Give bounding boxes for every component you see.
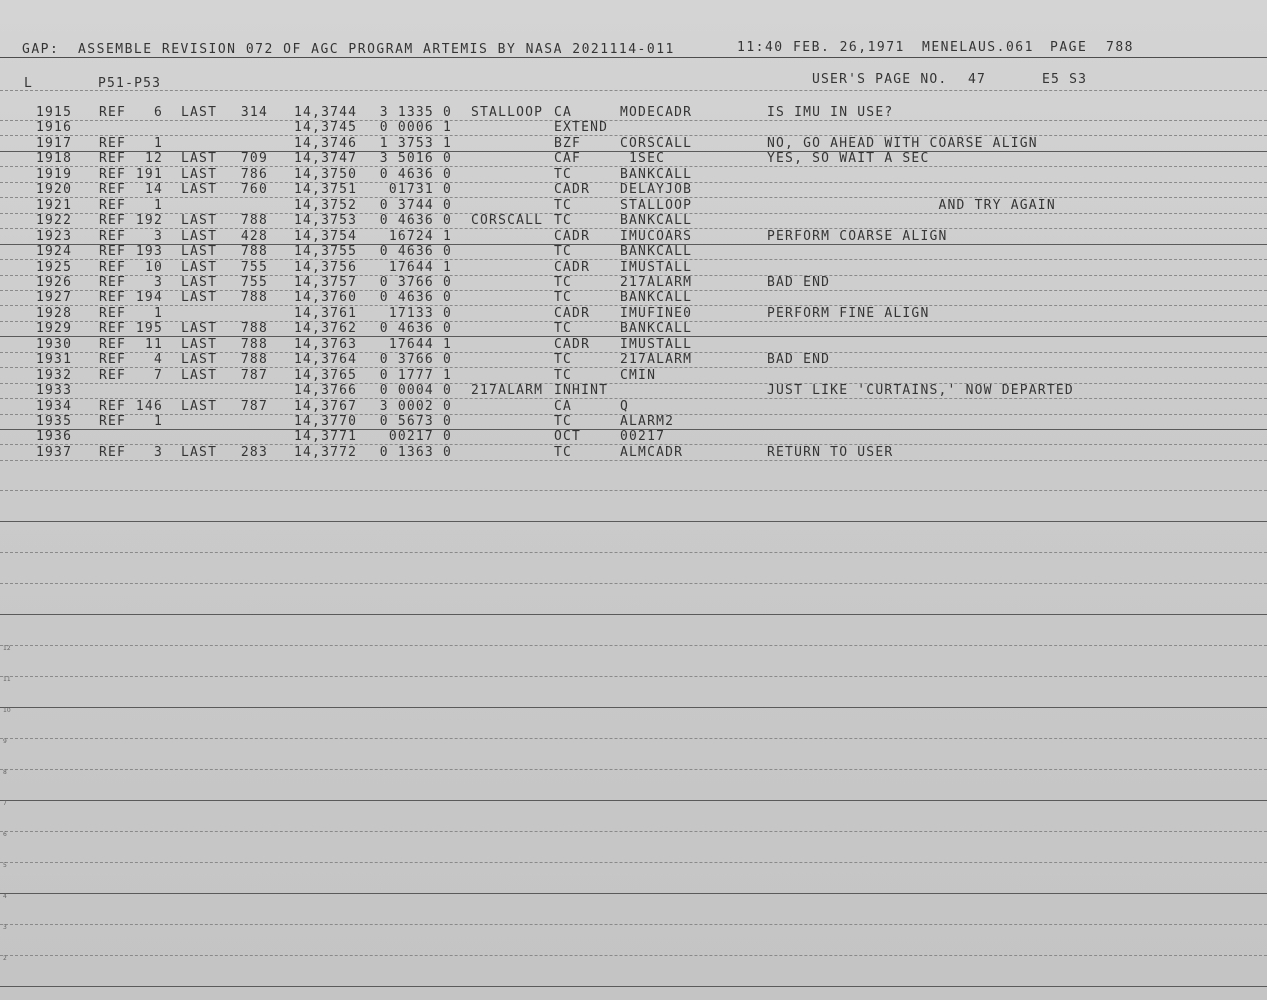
row-last: LAST [181, 182, 218, 198]
row-lastnum: 709 [240, 151, 268, 167]
row-refnum: 192 [135, 213, 163, 229]
page-label: PAGE [1050, 40, 1088, 55]
row-op: CA [554, 398, 573, 414]
row-word: 17644 1 [388, 259, 452, 275]
row-word: 0 5673 0 [379, 414, 452, 429]
row-operand: DELAYJOB [620, 182, 693, 198]
row-comment: AND TRY AGAIN [767, 197, 1056, 213]
row-addr: 14,3744 [294, 105, 358, 120]
row-last: LAST [181, 166, 218, 182]
row-word: 0 0006 1 [379, 120, 452, 136]
row-word: 16724 1 [388, 228, 452, 244]
row-operand: IMUFINE0 [620, 305, 693, 321]
row-ref: REF [99, 259, 127, 275]
row-addr: 14,3745 [294, 120, 358, 136]
row-addr: 14,3746 [294, 135, 358, 151]
row-line: 1921 [36, 197, 73, 213]
form-rule [0, 986, 1267, 987]
row-word: 0 4636 0 [379, 290, 452, 306]
row-line: 1930 [36, 336, 73, 352]
form-rule [0, 583, 1267, 584]
row-lastnum: 788 [240, 290, 268, 306]
form-rule [0, 707, 1267, 708]
listing-timestamp: 11:40 FEB. 26,1971 [737, 40, 905, 55]
row-addr: 14,3747 [294, 151, 358, 167]
row-line: 1925 [36, 259, 73, 275]
row-word: 17133 0 [388, 305, 452, 321]
row-operand: Q [620, 398, 630, 414]
row-op: OCT [554, 429, 582, 445]
row-operand: IMUSTALL [620, 336, 693, 352]
row-ref: REF [99, 166, 127, 182]
section-title: P51-P53 [98, 76, 162, 91]
row-last: LAST [181, 367, 218, 383]
row-ref: REF [99, 244, 127, 260]
row-comment: PERFORM FINE ALIGN [767, 305, 930, 321]
row-comment: YES, SO WAIT A SEC [767, 151, 930, 167]
row-ref: REF [99, 290, 127, 306]
row-word: 01731 0 [388, 182, 452, 198]
row-refnum: 12 [144, 151, 163, 167]
margin-number: 6 [3, 831, 7, 838]
row-op: TC [554, 352, 573, 368]
row-line: 1915 [36, 105, 73, 120]
row-lastnum: 314 [240, 105, 268, 120]
row-word: 0 0004 0 [379, 383, 452, 399]
row-refnum: 194 [135, 290, 163, 306]
row-addr: 14,3762 [294, 321, 358, 337]
row-ref: REF [99, 151, 127, 167]
row-comment: NO, GO AHEAD WITH COARSE ALIGN [767, 135, 1038, 151]
row-lastnum: 786 [240, 166, 268, 182]
row-refnum: 193 [135, 244, 163, 260]
row-ref: REF [99, 135, 127, 151]
row-line: 1920 [36, 182, 73, 198]
row-refnum: 10 [144, 259, 163, 275]
form-rule [0, 800, 1267, 801]
row-line: 1923 [36, 228, 73, 244]
row-lastnum: 283 [240, 444, 268, 460]
row-op: TC [554, 197, 573, 213]
row-refnum: 14 [144, 182, 163, 198]
row-comment: RETURN TO USER [767, 444, 894, 460]
row-comment: BAD END [767, 274, 831, 290]
row-word: 0 4636 0 [379, 244, 452, 260]
row-refnum: 1 [153, 305, 163, 321]
row-word: 0 3766 0 [379, 274, 452, 290]
form-rule [0, 738, 1267, 739]
row-word: 0 4636 0 [379, 166, 452, 182]
row-addr: 14,3763 [294, 336, 358, 352]
row-lastnum: 787 [240, 398, 268, 414]
row-addr: 14,3754 [294, 228, 358, 244]
row-addr: 14,3767 [294, 398, 358, 414]
row-operand: BANKCALL [620, 321, 693, 337]
row-ref: REF [99, 444, 127, 460]
form-rule [0, 521, 1267, 522]
row-label: 217ALARM [471, 383, 544, 399]
form-rule [0, 924, 1267, 925]
row-op: INHINT [554, 383, 609, 399]
row-ref: REF [99, 352, 127, 368]
row-ref: REF [99, 321, 127, 337]
row-operand: CMIN [620, 367, 657, 383]
row-addr: 14,3766 [294, 383, 358, 399]
row-op: CADR [554, 305, 591, 321]
row-last: LAST [181, 398, 218, 414]
form-rule [0, 490, 1267, 491]
row-op: TC [554, 444, 573, 460]
row-lastnum: 788 [240, 244, 268, 260]
row-op: TC [554, 166, 573, 182]
form-rule [0, 862, 1267, 863]
row-word: 0 4636 0 [379, 213, 452, 229]
form-rule [0, 645, 1267, 646]
row-word: 3 5016 0 [379, 151, 452, 167]
row-line: 1932 [36, 367, 73, 383]
row-line: 1916 [36, 120, 73, 136]
row-lastnum: 788 [240, 321, 268, 337]
row-refnum: 3 [153, 228, 163, 244]
margin-number: 8 [3, 769, 7, 776]
row-label: CORSCALL [471, 213, 544, 229]
row-op: EXTEND [554, 120, 609, 136]
row-line: 1926 [36, 274, 73, 290]
row-operand: CORSCALL [620, 135, 693, 151]
row-ref: REF [99, 197, 127, 213]
column-marker: L [24, 76, 34, 91]
row-lastnum: 760 [240, 182, 268, 198]
row-op: BZF [554, 135, 582, 151]
user-page-label: USER'S PAGE NO. [812, 72, 948, 87]
row-ref: REF [99, 305, 127, 321]
row-operand: STALLOOP [620, 197, 693, 213]
margin-number: 4 [3, 893, 7, 900]
row-ref: REF [99, 336, 127, 352]
row-ref: REF [99, 105, 127, 120]
row-addr: 14,3765 [294, 367, 358, 383]
row-refnum: 146 [135, 398, 163, 414]
row-last: LAST [181, 274, 218, 290]
row-refnum: 191 [135, 166, 163, 182]
row-line: 1918 [36, 151, 73, 167]
row-last: LAST [181, 352, 218, 368]
row-operand: 00217 [620, 429, 666, 445]
row-addr: 14,3757 [294, 274, 358, 290]
margin-number: 12 [3, 645, 11, 652]
row-line: 1928 [36, 305, 73, 321]
margin-number: 5 [3, 862, 7, 869]
form-rule [0, 614, 1267, 615]
margin-number: 2 [3, 955, 7, 962]
form-rule [0, 831, 1267, 832]
row-refnum: 195 [135, 321, 163, 337]
row-refnum: 3 [153, 274, 163, 290]
row-ref: REF [99, 367, 127, 383]
row-refnum: 1 [153, 414, 163, 429]
row-operand: 217ALARM [620, 352, 693, 368]
row-op: TC [554, 274, 573, 290]
row-op: TC [554, 244, 573, 260]
form-rule [0, 769, 1267, 770]
row-addr: 14,3764 [294, 352, 358, 368]
row-word: 17644 1 [388, 336, 452, 352]
form-rule [0, 893, 1267, 894]
row-comment: IS IMU IN USE? [767, 105, 894, 120]
row-ref: REF [99, 274, 127, 290]
row-operand: BANKCALL [620, 166, 693, 182]
margin-number: 3 [3, 924, 7, 931]
row-addr: 14,3750 [294, 166, 358, 182]
row-line: 1935 [36, 414, 73, 429]
row-op: CAF [554, 151, 582, 167]
user-page-number: 47 [968, 72, 987, 87]
row-last: LAST [181, 444, 218, 460]
row-operand: 1SEC [620, 151, 666, 167]
row-line: 1919 [36, 166, 73, 182]
row-addr: 14,3772 [294, 444, 358, 460]
row-operand: MODECADR [620, 105, 693, 120]
row-op: CADR [554, 259, 591, 275]
row-ref: REF [99, 414, 127, 429]
row-line: 1931 [36, 352, 73, 368]
sheet-code: E5 S3 [1042, 72, 1088, 87]
row-line: 1917 [36, 135, 73, 151]
row-refnum: 4 [153, 352, 163, 368]
row-refnum: 3 [153, 444, 163, 460]
row-addr: 14,3770 [294, 414, 358, 429]
row-addr: 14,3760 [294, 290, 358, 306]
row-op: TC [554, 213, 573, 229]
row-line: 1929 [36, 321, 73, 337]
row-comment: JUST LIKE 'CURTAINS,' NOW DEPARTED [767, 383, 1074, 399]
row-comment: PERFORM COARSE ALIGN [767, 228, 948, 244]
page-number: 788 [1106, 40, 1134, 55]
row-refnum: 1 [153, 197, 163, 213]
row-word: 3 1335 0 [379, 105, 452, 120]
row-last: LAST [181, 321, 218, 337]
row-operand: ALARM2 [620, 414, 675, 429]
row-op: TC [554, 290, 573, 306]
row-operand: BANKCALL [620, 290, 693, 306]
row-lastnum: 428 [240, 228, 268, 244]
form-rule [0, 676, 1267, 677]
row-word: 0 1777 1 [379, 367, 452, 383]
row-addr: 14,3761 [294, 305, 358, 321]
row-last: LAST [181, 213, 218, 229]
row-comment: BAD END [767, 352, 831, 368]
row-operand: ALMCADR [620, 444, 684, 460]
row-last: LAST [181, 228, 218, 244]
row-ref: REF [99, 398, 127, 414]
row-op: CA [554, 105, 573, 120]
row-word: 00217 0 [388, 429, 452, 445]
row-line: 1937 [36, 444, 73, 460]
row-last: LAST [181, 105, 218, 120]
row-last: LAST [181, 244, 218, 260]
row-addr: 14,3756 [294, 259, 358, 275]
row-line: 1933 [36, 383, 73, 399]
row-ref: REF [99, 182, 127, 198]
row-rule [0, 120, 1267, 121]
row-refnum: 1 [153, 135, 163, 151]
row-op: CADR [554, 336, 591, 352]
row-addr: 14,3753 [294, 213, 358, 229]
row-operand: IMUCOARS [620, 228, 693, 244]
row-word: 0 4636 0 [379, 321, 452, 337]
margin-number: 11 [3, 676, 11, 683]
row-lastnum: 788 [240, 336, 268, 352]
margin-number: 7 [3, 800, 7, 807]
row-last: LAST [181, 151, 218, 167]
row-op: CADR [554, 182, 591, 198]
row-addr: 14,3771 [294, 429, 358, 445]
row-line: 1936 [36, 429, 73, 445]
row-word: 0 1363 0 [379, 444, 452, 460]
row-rule [0, 460, 1267, 461]
row-last: LAST [181, 259, 218, 275]
header-rule [0, 57, 1267, 58]
row-lastnum: 788 [240, 213, 268, 229]
row-operand: 217ALARM [620, 274, 693, 290]
row-lastnum: 787 [240, 367, 268, 383]
row-operand: BANKCALL [620, 244, 693, 260]
row-word: 0 3766 0 [379, 352, 452, 368]
row-refnum: 7 [153, 367, 163, 383]
row-addr: 14,3752 [294, 197, 358, 213]
row-line: 1924 [36, 244, 73, 260]
row-last: LAST [181, 290, 218, 306]
row-line: 1922 [36, 213, 73, 229]
row-operand: IMUSTALL [620, 259, 693, 275]
row-word: 3 0002 0 [379, 398, 452, 414]
margin-number: 9 [3, 738, 7, 745]
row-word: 0 3744 0 [379, 197, 452, 213]
row-ref: REF [99, 213, 127, 229]
row-line: 1927 [36, 290, 73, 306]
form-rule [0, 955, 1267, 956]
row-addr: 14,3755 [294, 244, 358, 260]
row-operand: BANKCALL [620, 213, 693, 229]
header-divider [0, 90, 1267, 91]
row-refnum: 11 [144, 336, 163, 352]
row-op: TC [554, 414, 573, 429]
row-op: TC [554, 321, 573, 337]
listing-title: GAP: ASSEMBLE REVISION 072 OF AGC PROGRAM ARTEMIS BY NASA 2021114-011 [22, 42, 675, 57]
row-lastnum: 788 [240, 352, 268, 368]
form-rule [0, 552, 1267, 553]
row-word: 1 3753 1 [379, 135, 452, 151]
row-lastnum: 755 [240, 259, 268, 275]
row-op: TC [554, 367, 573, 383]
row-lastnum: 755 [240, 274, 268, 290]
row-refnum: 6 [153, 105, 163, 120]
margin-number: 10 [3, 707, 11, 714]
row-ref: REF [99, 228, 127, 244]
row-addr: 14,3751 [294, 182, 358, 198]
row-label: STALLOOP [471, 105, 544, 120]
listing-label: MENELAUS.061 [922, 40, 1034, 55]
row-op: CADR [554, 228, 591, 244]
row-line: 1934 [36, 398, 73, 414]
row-last: LAST [181, 336, 218, 352]
